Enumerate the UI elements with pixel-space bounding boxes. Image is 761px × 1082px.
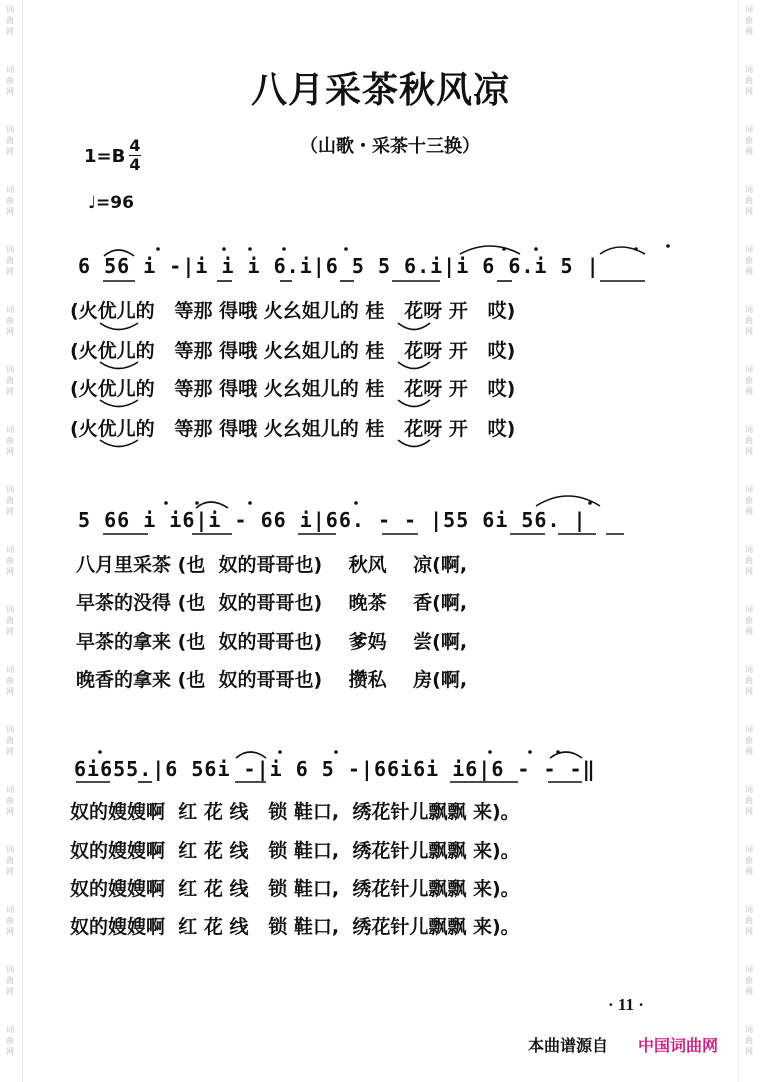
page-number: · 11 · bbox=[608, 995, 644, 1014]
watermark-char: 词 bbox=[6, 665, 14, 674]
watermark-char: 曲 bbox=[745, 436, 753, 445]
watermark-char: 曲 bbox=[745, 136, 753, 145]
watermark-char: 网 bbox=[745, 147, 753, 156]
key-signature: 1=B bbox=[84, 146, 126, 167]
watermark-char: 词 bbox=[745, 605, 753, 614]
watermark-text bbox=[742, 664, 756, 697]
watermark-char: 曲 bbox=[6, 916, 14, 925]
watermark-char: 曲 bbox=[6, 376, 14, 385]
watermark-char: 词 bbox=[745, 785, 753, 794]
watermark-char: 词 bbox=[745, 185, 753, 194]
watermark-char: 词 bbox=[6, 425, 14, 434]
watermark-text bbox=[3, 124, 17, 157]
watermark-char: 网 bbox=[6, 387, 14, 396]
watermark-char: 曲 bbox=[6, 436, 14, 445]
watermark-char: 词 bbox=[745, 485, 753, 494]
watermark-char: 网 bbox=[6, 507, 14, 516]
watermark-text bbox=[742, 844, 756, 877]
watermark-char: 词 bbox=[6, 905, 14, 914]
watermark-char: 网 bbox=[745, 207, 753, 216]
watermark-char: 网 bbox=[745, 267, 753, 276]
watermark-char: 网 bbox=[745, 747, 753, 756]
watermark-char: 词 bbox=[6, 65, 14, 74]
watermark-char: 曲 bbox=[6, 316, 14, 325]
watermark-char: 词 bbox=[6, 305, 14, 314]
watermark-char: 词 bbox=[6, 545, 14, 554]
lyric-line-3-2: 奴的嫂嫂啊 红 花 线 锁 鞋口, 绣花针儿飘飘 来)。 bbox=[70, 840, 520, 862]
watermark-text bbox=[3, 304, 17, 337]
watermark-char: 曲 bbox=[6, 196, 14, 205]
watermark-char: 网 bbox=[6, 867, 14, 876]
watermark-char: 网 bbox=[745, 687, 753, 696]
watermark-char: 词 bbox=[745, 425, 753, 434]
watermark-char: 网 bbox=[6, 1047, 14, 1056]
watermark-char: 词 bbox=[6, 1025, 14, 1034]
watermark-text bbox=[742, 4, 756, 37]
watermark-char: 曲 bbox=[745, 376, 753, 385]
watermark-char: 网 bbox=[745, 867, 753, 876]
watermark-text bbox=[3, 724, 17, 757]
lyric-line-2-2: 早茶的没得 (也 奴的哥哥也) 晚茶 香(啊, bbox=[76, 592, 468, 614]
watermark-text bbox=[3, 184, 17, 217]
watermark-char: 网 bbox=[745, 567, 753, 576]
watermark-text bbox=[742, 244, 756, 277]
watermark-char: 词 bbox=[745, 545, 753, 554]
lyric-line-1-2: (火优儿的 等那 得哦 火幺姐儿的 桂 花呀 开 哎) bbox=[70, 340, 516, 362]
watermark-char: 词 bbox=[6, 965, 14, 974]
watermark-text bbox=[742, 544, 756, 577]
slur-mark bbox=[460, 246, 520, 254]
watermark-char: 词 bbox=[745, 845, 753, 854]
slur-mark bbox=[536, 496, 600, 506]
lyric-line-1-4: (火优儿的 等那 得哦 火幺姐儿的 桂 花呀 开 哎) bbox=[70, 418, 516, 440]
watermark-char: 曲 bbox=[745, 796, 753, 805]
watermark-column-right bbox=[738, 0, 761, 1082]
watermark-char: 网 bbox=[6, 27, 14, 36]
watermark-char: 词 bbox=[745, 245, 753, 254]
watermark-char: 网 bbox=[6, 687, 14, 696]
lyric-line-1-1: (火优儿的 等那 得哦 火幺姐儿的 桂 花呀 开 哎) bbox=[70, 300, 516, 322]
notation-line-3: 6i655.|6 56i -|i 6 5 -|66i6i i6|6 - - -‖ bbox=[74, 757, 596, 781]
watermark-text bbox=[3, 904, 17, 937]
watermark-text bbox=[742, 904, 756, 937]
watermark-column-left bbox=[0, 0, 23, 1082]
watermark-text bbox=[3, 484, 17, 517]
lyric-line-3-4: 奴的嫂嫂啊 红 花 线 锁 鞋口, 绣花针儿飘飘 来)。 bbox=[70, 916, 520, 938]
watermark-char: 曲 bbox=[745, 976, 753, 985]
watermark-char: 词 bbox=[745, 305, 753, 314]
watermark-text bbox=[742, 964, 756, 997]
watermark-char: 曲 bbox=[6, 136, 14, 145]
watermark-text bbox=[3, 544, 17, 577]
watermark-char: 网 bbox=[745, 447, 753, 456]
watermark-char: 词 bbox=[745, 65, 753, 74]
watermark-char: 词 bbox=[6, 365, 14, 374]
lyric-line-3-1: 奴的嫂嫂啊 红 花 线 锁 鞋口, 绣花针儿飘飘 来)。 bbox=[70, 801, 520, 823]
watermark-text bbox=[3, 604, 17, 637]
notation-line-1: 6 56 i -|i i i 6.i|6 5 5 6.i|i 6 6.i 5 | bbox=[78, 254, 600, 278]
watermark-char: 曲 bbox=[745, 676, 753, 685]
watermark-char: 网 bbox=[6, 327, 14, 336]
watermark-char: 曲 bbox=[6, 736, 14, 745]
watermark-char: 曲 bbox=[6, 616, 14, 625]
watermark-char: 词 bbox=[6, 5, 14, 14]
watermark-char: 网 bbox=[745, 987, 753, 996]
watermark-char: 网 bbox=[745, 327, 753, 336]
watermark-char: 曲 bbox=[745, 616, 753, 625]
watermark-text bbox=[742, 784, 756, 817]
watermark-char: 词 bbox=[745, 1025, 753, 1034]
watermark-char: 曲 bbox=[6, 676, 14, 685]
watermark-char: 曲 bbox=[6, 976, 14, 985]
song-title: 八月采茶秋风凉 bbox=[250, 70, 510, 111]
watermark-char: 曲 bbox=[745, 1036, 753, 1045]
watermark-char: 网 bbox=[6, 747, 14, 756]
watermark-char: 网 bbox=[745, 87, 753, 96]
watermark-char: 曲 bbox=[6, 556, 14, 565]
notation-line-2: 5 66 i i6|i - 66 i|66. - - |55 6i 56. | bbox=[78, 508, 587, 532]
watermark-text bbox=[742, 124, 756, 157]
watermark-text bbox=[742, 604, 756, 637]
watermark-char: 词 bbox=[745, 665, 753, 674]
watermark-text bbox=[742, 484, 756, 517]
watermark-char: 曲 bbox=[6, 256, 14, 265]
watermark-text bbox=[742, 424, 756, 457]
watermark-char: 曲 bbox=[6, 796, 14, 805]
watermark-char: 网 bbox=[745, 627, 753, 636]
watermark-text bbox=[3, 1024, 17, 1057]
watermark-char: 词 bbox=[745, 5, 753, 14]
lyric-tie bbox=[100, 323, 138, 330]
watermark-char: 词 bbox=[6, 785, 14, 794]
watermark-text bbox=[742, 1024, 756, 1057]
tempo-marking: ♩=96 bbox=[88, 193, 134, 213]
watermark-char: 曲 bbox=[745, 76, 753, 85]
lyric-line-2-4: 晚香的拿来 (也 奴的哥哥也) 攒私 房(啊, bbox=[76, 669, 468, 691]
watermark-char: 曲 bbox=[745, 196, 753, 205]
watermark-text bbox=[3, 4, 17, 37]
lyric-line-1-3: (火优儿的 等那 得哦 火幺姐儿的 桂 花呀 开 哎) bbox=[70, 378, 516, 400]
watermark-char: 词 bbox=[745, 365, 753, 374]
watermark-char: 词 bbox=[6, 485, 14, 494]
watermark-char: 网 bbox=[6, 807, 14, 816]
lyric-tie bbox=[398, 323, 430, 330]
watermark-char: 网 bbox=[745, 927, 753, 936]
source-label: 本曲谱源自 bbox=[528, 1036, 609, 1055]
watermark-char: 词 bbox=[6, 725, 14, 734]
watermark-char: 词 bbox=[6, 845, 14, 854]
watermark-char: 词 bbox=[745, 905, 753, 914]
lyric-line-2-3: 早茶的拿来 (也 奴的哥哥也) 爹妈 尝(啊, bbox=[76, 631, 468, 653]
slur-mark bbox=[600, 247, 645, 254]
watermark-text bbox=[3, 964, 17, 997]
watermark-char: 网 bbox=[6, 147, 14, 156]
watermark-char: 词 bbox=[745, 965, 753, 974]
watermark-char: 词 bbox=[6, 245, 14, 254]
watermark-text bbox=[3, 844, 17, 877]
watermark-char: 网 bbox=[6, 447, 14, 456]
watermark-char: 网 bbox=[745, 507, 753, 516]
watermark-char: 网 bbox=[6, 627, 14, 636]
watermark-char: 网 bbox=[745, 1047, 753, 1056]
lyric-line-3-3: 奴的嫂嫂啊 红 花 线 锁 鞋口, 绣花针儿飘飘 来)。 bbox=[70, 878, 520, 900]
watermark-char: 网 bbox=[6, 87, 14, 96]
lyric-line-2-1: 八月里采茶 (也 奴的哥哥也) 秋风 凉(啊, bbox=[76, 554, 468, 576]
watermark-text bbox=[3, 424, 17, 457]
watermark-char: 网 bbox=[745, 27, 753, 36]
watermark-char: 词 bbox=[6, 605, 14, 614]
watermark-char: 曲 bbox=[745, 856, 753, 865]
watermark-text bbox=[3, 364, 17, 397]
watermark-char: 曲 bbox=[745, 256, 753, 265]
watermark-text bbox=[3, 664, 17, 697]
watermark-char: 曲 bbox=[745, 916, 753, 925]
watermark-text bbox=[742, 724, 756, 757]
watermark-char: 曲 bbox=[6, 856, 14, 865]
watermark-char: 词 bbox=[6, 125, 14, 134]
watermark-char: 曲 bbox=[745, 496, 753, 505]
watermark-text bbox=[742, 304, 756, 337]
watermark-char: 网 bbox=[6, 267, 14, 276]
watermark-char: 网 bbox=[6, 207, 14, 216]
watermark-text bbox=[3, 244, 17, 277]
watermark-char: 曲 bbox=[6, 1036, 14, 1045]
song-subtitle: （山歌・采茶十三换） bbox=[300, 136, 480, 157]
watermark-text bbox=[742, 364, 756, 397]
watermark-char: 网 bbox=[6, 987, 14, 996]
watermark-char: 词 bbox=[6, 185, 14, 194]
watermark-char: 词 bbox=[745, 725, 753, 734]
watermark-char: 曲 bbox=[6, 76, 14, 85]
watermark-char: 曲 bbox=[745, 736, 753, 745]
watermark-char: 网 bbox=[745, 387, 753, 396]
watermark-char: 词 bbox=[745, 125, 753, 134]
watermark-char: 网 bbox=[6, 567, 14, 576]
time-signature bbox=[128, 137, 142, 174]
watermark-char: 网 bbox=[745, 807, 753, 816]
watermark-char: 曲 bbox=[745, 556, 753, 565]
watermark-char: 网 bbox=[6, 927, 14, 936]
watermark-char: 曲 bbox=[6, 496, 14, 505]
watermark-char: 曲 bbox=[6, 16, 14, 25]
source-site-link[interactable]: 中国词曲网 bbox=[638, 1036, 719, 1055]
watermark-char: 曲 bbox=[745, 316, 753, 325]
meter-top: 4 bbox=[129, 136, 141, 155]
watermark-char: 曲 bbox=[745, 16, 753, 25]
meter-bottom: 4 bbox=[129, 155, 141, 174]
watermark-text bbox=[742, 184, 756, 217]
watermark-text bbox=[3, 784, 17, 817]
